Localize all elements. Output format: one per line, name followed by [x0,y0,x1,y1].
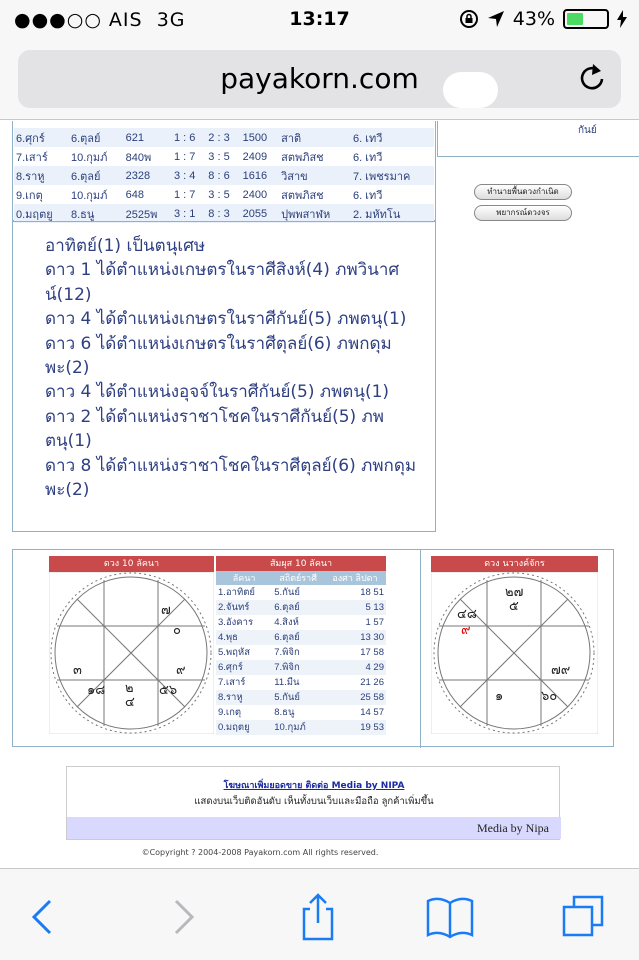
planet-cell: 840พ [125,151,152,164]
planet-cell: วิสาข [279,166,351,185]
natal-reading-button[interactable]: ทำนายพื้นดวงกำเนิด [474,184,572,200]
ad-banner[interactable] [66,766,560,840]
side-partial-text: กันย์ [578,125,597,136]
positions-title: สัมผุส 10 ลัคนา [216,556,386,572]
location-icon [487,10,505,28]
positions-header: ลัคนา [216,571,272,585]
copyright: ©Copyright ? 2004-2008 Payakorn.com All rights reserved. [141,848,379,857]
navamsa-chart-title: ดวง นวางค์จักร [431,556,598,572]
bookmarks-icon[interactable] [424,891,476,943]
planet-cell: สตพภิสช [281,189,324,202]
planet-cell: 1 : 6 [172,128,206,147]
planet-cell: 6.ตุลย์ [69,128,124,147]
house-planets: ๒ [125,681,134,696]
note-line: อาทิตย์(1) เป็นตนุเศษ [45,236,206,256]
house-planets: ๕ [509,599,519,614]
positions-header: องศา ลิปดา [324,571,386,585]
planet-cell: 1616 [241,166,279,185]
positions-cell: 5.พฤหัส [218,647,250,658]
planet-cell: 3 : 1 [172,204,206,223]
planet-cell: 8.ธนู [69,204,124,223]
house-planets: ๐ [173,623,181,638]
planet-cell: 2328 [124,166,172,185]
planet-cell: 3 : 4 [172,166,206,185]
positions-cell: 10.กุมภ์ [272,720,324,735]
browser-toolbar [0,40,639,120]
house-planets: ๒๗ [505,585,524,600]
positions-cell: 8.ธนู [274,707,295,718]
planet-cell: 1 : 7 [173,150,196,163]
positions-cell: 4.สิงห์ [274,617,299,628]
positions-cell: 18 51 [360,587,384,598]
reload-icon[interactable] [577,62,607,94]
planet-cell: สตพภิสช [281,151,324,164]
planet-cell: 6. เทวี [352,189,383,202]
natal-chart [49,572,214,734]
positions-cell: 19 53 [324,720,386,735]
house-planets: ๓ [73,663,82,678]
planet-cell: 7.เสาร์ [16,151,48,164]
positions-row [216,645,386,660]
planet-cell: 648 [125,188,145,201]
planet-cell: 2055 [241,204,279,223]
planet-cell: 621 [124,128,172,147]
positions-cell: 0.มฤตยู [216,720,272,735]
planet-cell: 6.ตุลย์ [69,166,124,185]
clock: 13:17 [289,8,350,30]
note-line: ดาว 1 ได้ตำแหน่งเกษตรในราศีสิงห์(4) ภพวินาศน์(12) [45,260,400,305]
house-planets: ๑ [495,689,504,704]
house-planets: ๙ [176,663,186,678]
house-planets: ๖๐ [541,689,558,704]
planet-row [14,185,434,204]
positions-cell: 5.กันย์ [272,690,324,705]
planet-cell: 9.เกตุ [16,189,43,202]
planet-cell: 6. เทวี [351,128,434,147]
positions-cell: 9.เกตุ [218,707,242,718]
back-icon[interactable] [18,891,70,943]
positions-row [216,615,386,630]
safari-toolbar [0,868,639,960]
positions-cell: 5.กันย์ [274,587,300,598]
planet-cell: 2400 [242,188,268,201]
positions-cell: 7.เสาร์ [218,677,246,688]
planet-cell: 2409 [242,150,268,163]
planet-cell: สาติ [279,128,351,147]
planet-cell: 1 : 7 [173,188,196,201]
positions-cell: 6.ตุลย์ [272,630,324,645]
planet-row [14,147,434,166]
planet-cell: 2525พ [124,204,172,223]
note-line: ดาว 6 ได้ตำแหน่งเกษตรในราศีตุลย์(6) ภพกดุมพะ(2) [45,333,392,379]
ad-description: แสดงบนเว็บติดอันดับ เห็นทั้งบนเว็บและมือถือ ลูกค้าเพิ่มขึ้น [194,796,434,807]
house-planets: ๗ [161,603,171,618]
house-planets: ๑๘ [87,683,106,698]
planet-cell: 10.กุมภ์ [70,151,108,164]
positions-row [216,705,386,720]
house-planets: ๔๘ [457,607,477,622]
positions-cell: 11.มีน [274,677,300,688]
planet-cell: 3 : 5 [208,188,230,201]
house-planets: ๕๖ [159,683,178,698]
positions-cell: 5 13 [324,600,386,615]
positions-cell: 7.พิจิก [274,647,300,658]
positions-cell: 6.ตุลย์ [272,600,324,615]
planet-cell: 6. เทวี [352,151,383,164]
positions-header: สถิตย์ราศี [272,571,324,585]
planet-row [14,166,434,185]
natal-chart-title: ดวง 10 ลัคนา [49,556,214,572]
positions-row [216,630,386,645]
positions-row [216,720,386,735]
positions-cell: 4 29 [324,660,386,675]
share-icon[interactable] [292,891,344,943]
navamsa-chart [431,572,598,734]
planet-cell: 7. เพชรมาค [351,166,434,185]
positions-cell: 2.จันทร์ [216,600,272,615]
planet-cell: 2. มหัทโน [351,204,434,223]
planet-table [14,128,434,223]
tabs-icon[interactable] [558,891,610,943]
transit-reading-button[interactable]: พยากรณ์ดวงจร [474,205,572,221]
astrology-notes [12,221,436,532]
chart-panel [12,549,614,747]
planet-cell: 0.มฤตยู [14,204,69,223]
planet-cell: 6.ศุกร์ [14,128,69,147]
positions-row [216,690,386,705]
positions-row [216,675,386,690]
planet-cell: 8.ราหู [14,166,69,185]
url-text[interactable]: payakorn.com [220,62,419,95]
positions-cell: 25 58 [324,690,386,705]
planet-cell: 3 : 5 [208,150,230,163]
positions-cell: 1 57 [365,617,384,628]
ad-footer: Media by Nipa [67,817,561,839]
positions-row [216,600,386,615]
note-line: ดาว 8 ได้ตำแหน่งราชาโชคในราศีตุลย์(6) ภพกดุมพะ(2) [45,455,417,501]
positions-cell: 1.อาทิตย์ [218,587,255,598]
forward-icon[interactable] [156,891,208,943]
web-page [0,121,639,868]
planet-cell: 10.กุมภ์ [70,189,108,202]
positions-cell: 6.ศุกร์ [216,660,272,675]
positions-cell: 17 58 [360,647,384,658]
note-line: ดาว 2 ได้ตำแหน่งราชาโชคในราศีกันย์(5) ภพตนุ(1) [45,406,384,452]
battery-percent: 43% [512,8,555,30]
address-bar[interactable] [18,50,621,108]
planet-cell: 8 : 3 [206,204,240,223]
note-line: ดาว 4 ได้ตำแหน่งอุจจ์ในราศีกันย์(5) ภพตนุ(1) [45,382,390,403]
positions-cell: 7.พิจิก [272,660,324,675]
status-bar [0,0,639,40]
carrier-signal: ●●●○○ AIS 3G [14,9,186,31]
positions-table [216,571,386,735]
note-line: ดาว 4 ได้ตำแหน่งเกษตรในราศีกันย์(5) ภพตนุ(1) [45,309,407,330]
positions-cell: 13 30 [324,630,386,645]
ad-link[interactable]: โฆษณาเพิ่มยอดขาย ติดต่อ Media by NIPA [223,781,405,791]
rotation-lock-icon [459,9,479,29]
side-panel [437,121,639,157]
planet-row [14,128,434,147]
positions-cell: 14 57 [360,707,384,718]
planet-cell: 2 : 3 [206,128,240,147]
positions-cell: 21 26 [360,677,384,688]
positions-cell: 4.พุธ [216,630,272,645]
planet-cell: ปุพพสาฬห [279,204,351,223]
positions-row [216,585,386,600]
planet-cell: 8 : 6 [206,166,240,185]
positions-row [216,660,386,675]
positions-cell: 3.อังคาร [218,617,254,628]
positions-cell: 8.ราหู [216,690,272,705]
house-planets: ๔ [125,695,135,710]
house-planets: ๗๙ [551,663,571,678]
house-planets: ๙ [461,623,471,638]
battery-icon [563,9,609,29]
planet-cell: 1500 [241,128,279,147]
charging-icon [617,10,627,28]
